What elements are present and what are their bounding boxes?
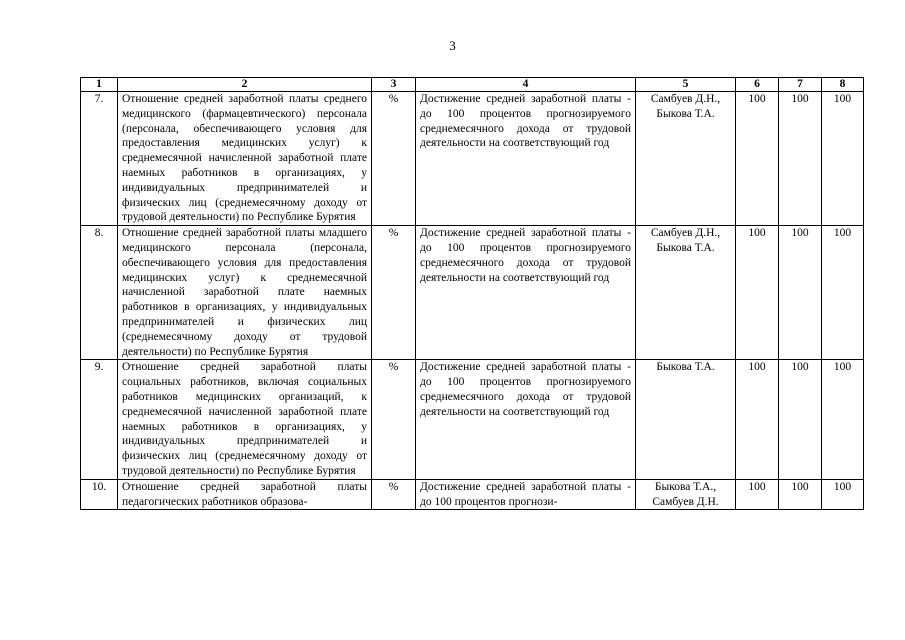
value-col-7: 100	[779, 92, 822, 226]
table-row	[81, 360, 864, 479]
value-col-8: 100	[822, 360, 864, 479]
col-header-1: 1	[81, 78, 118, 92]
responsible-name: Самбуев Д.Н.,	[650, 93, 721, 105]
value-col-7: 100	[779, 479, 822, 510]
responsible-name: Быкова Т.А.	[656, 107, 715, 120]
unit-cell: %	[372, 360, 416, 479]
table-row	[81, 92, 864, 226]
indicator-text	[118, 479, 372, 510]
indicators-table	[80, 77, 864, 510]
value-col-6: 100	[736, 92, 779, 226]
responsible-name: Быкова Т.А.	[656, 361, 715, 374]
page-number: 3	[449, 38, 456, 53]
responsible-cell	[636, 92, 736, 226]
criterion-text	[416, 479, 636, 510]
indicator-text: Отношение средней заработной платы социальных работников, включая социальных работников медицинских организаций, к среднемесячной начисленной заработной плате наемных работников в организациях, у индивидуальных предпринимателей и физических лиц (среднемесячному доходу от трудовой деятельности) по Республике Бурятия	[118, 360, 372, 479]
responsible-name: Быкова Т.А.,	[654, 480, 717, 493]
row-number: 9.	[81, 360, 118, 479]
criterion-text: Достижение средней заработной платы - до 100 процентов прогнозируемого среднемесячного дохода от трудовой деятельности на соответствующий год	[416, 92, 636, 226]
value-col-7: 100	[779, 360, 822, 479]
col-header-5: 5	[636, 78, 736, 92]
responsible-name: Самбуев Д.Н.	[652, 495, 719, 508]
indicator-text: Отношение средней заработной платы среднего медицинского (фармацевтического) персонала (персонала, обеспечивающего условия для предоставления медицинских услуг) к среднемесячной начисленной заработной плате наемных работников в организациях, у индивидуальных предпринимателей и физических лиц (среднемесячному доходу от трудовой деятельности) по Республике Бурятия	[118, 92, 372, 226]
value-col-7: 100	[779, 226, 822, 360]
responsible-cell	[636, 226, 736, 360]
col-header-7: 7	[779, 78, 822, 92]
indicator-text-clip: Отношение средней заработной платы педагогических работников образова-	[122, 480, 367, 508]
header-row	[81, 78, 864, 92]
indicator-text: Отношение средней заработной платы младшего медицинского персонала (персонала, обеспечивающего условия для предоставления медицинских услуг) к среднемесячной начисленной заработной плате наемных работников в организациях, у индивидуальных предпринимателей и физических лиц (среднемесячному доходу от трудовой деятельности) по Республике Бурятия	[118, 226, 372, 360]
value-col-6: 100	[736, 226, 779, 360]
criterion-text: Достижение средней заработной платы - до 100 процентов прогнозируемого среднемесячного дохода от трудовой деятельности на соответствующий год	[416, 226, 636, 360]
value-col-8: 100	[822, 226, 864, 360]
responsible-name: Быкова Т.А.	[656, 241, 715, 254]
row-number: 8.	[81, 226, 118, 360]
criterion-text-clip: Достижение средней заработной платы - до 100 процентов прогнози-	[420, 480, 631, 508]
responsible-cell	[636, 360, 736, 479]
col-header-8: 8	[822, 78, 864, 92]
value-col-6: 100	[736, 360, 779, 479]
unit-cell: %	[372, 226, 416, 360]
col-header-3: 3	[372, 78, 416, 92]
value-col-8: 100	[822, 479, 864, 510]
table-row	[81, 226, 864, 360]
row-number: 7.	[81, 92, 118, 226]
col-header-4: 4	[416, 78, 636, 92]
unit-cell: %	[372, 479, 416, 510]
table-row	[81, 479, 864, 510]
responsible-name: Самбуев Д.Н.,	[650, 227, 721, 240]
responsible-cell	[636, 479, 736, 510]
col-header-6: 6	[736, 78, 779, 92]
col-header-2: 2	[118, 78, 372, 92]
unit-cell: %	[372, 92, 416, 226]
value-col-6: 100	[736, 479, 779, 510]
row-number: 10.	[81, 479, 118, 510]
criterion-text: Достижение средней заработной платы - до 100 процентов прогнозируемого среднемесячного дохода от трудовой деятельности на соответствующий год	[416, 360, 636, 479]
value-col-8: 100	[822, 92, 864, 226]
